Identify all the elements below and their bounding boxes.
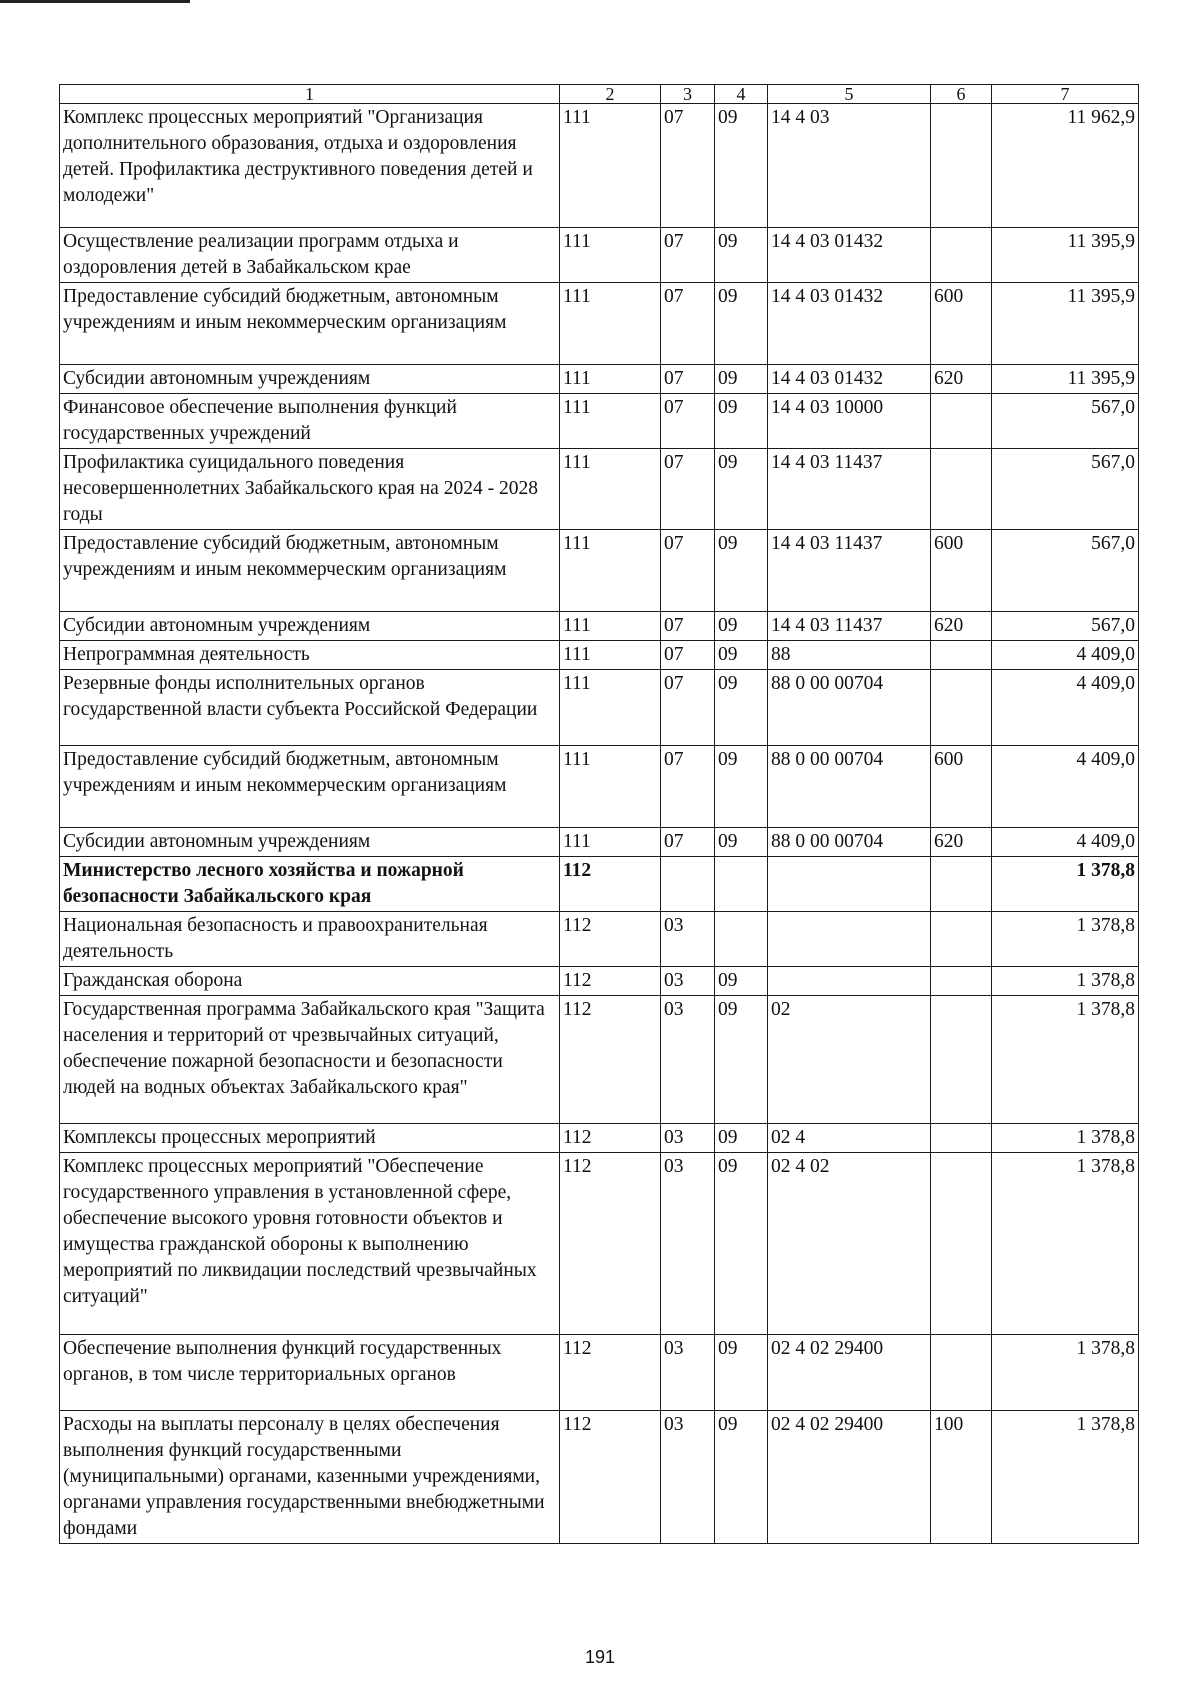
- amount-cell: 1 378,8: [992, 1411, 1139, 1544]
- table-row: [60, 641, 1139, 670]
- code-cell: 112: [560, 996, 661, 1124]
- table-row: [60, 449, 1139, 530]
- amount-cell: 1 378,8: [992, 912, 1139, 967]
- code-cell: [931, 1153, 992, 1335]
- table-row: [60, 746, 1139, 828]
- code-cell: [931, 104, 992, 228]
- code-cell: 09: [715, 228, 768, 283]
- amount-cell: 4 409,0: [992, 641, 1139, 670]
- code-cell: 02 4 02 29400: [768, 1411, 931, 1544]
- header-cell: 6: [931, 85, 992, 104]
- row-name-cell: Предоставление субсидий бюджетным, автономным учреждениям и иным некоммерческим организациям: [60, 530, 560, 612]
- code-cell: 09: [715, 1124, 768, 1153]
- table-row: [60, 857, 1139, 912]
- code-cell: 14 4 03: [768, 104, 931, 228]
- code-cell: 09: [715, 1411, 768, 1544]
- code-cell: 07: [661, 394, 715, 449]
- table-row: [60, 967, 1139, 996]
- row-name-cell: Комплекс процессных мероприятий "Организация дополнительного образования, отдыха и оздоровления детей. Профилактика деструктивного поведения детей и молодежи": [60, 104, 560, 228]
- code-cell: 111: [560, 394, 661, 449]
- code-cell: [931, 967, 992, 996]
- code-cell: 112: [560, 1124, 661, 1153]
- header-cell: 2: [560, 85, 661, 104]
- code-cell: 09: [715, 1335, 768, 1411]
- code-cell: 07: [661, 530, 715, 612]
- code-cell: 600: [931, 283, 992, 365]
- code-cell: [931, 857, 992, 912]
- row-name-cell: Комплексы процессных мероприятий: [60, 1124, 560, 1153]
- code-cell: 600: [931, 746, 992, 828]
- amount-cell: 4 409,0: [992, 746, 1139, 828]
- row-name-cell: Обеспечение выполнения функций государственных органов, в том числе территориальных органов: [60, 1335, 560, 1411]
- top-rule: [0, 0, 190, 3]
- code-cell: 07: [661, 228, 715, 283]
- table-row: [60, 365, 1139, 394]
- code-cell: 112: [560, 1335, 661, 1411]
- code-cell: 112: [560, 967, 661, 996]
- code-cell: 88 0 00 00704: [768, 828, 931, 857]
- code-cell: 09: [715, 530, 768, 612]
- code-cell: 111: [560, 228, 661, 283]
- code-cell: 03: [661, 967, 715, 996]
- code-cell: 09: [715, 365, 768, 394]
- amount-cell: 4 409,0: [992, 670, 1139, 746]
- amount-cell: 1 378,8: [992, 996, 1139, 1124]
- row-name-cell: Осуществление реализации программ отдыха и оздоровления детей в Забайкальском крае: [60, 228, 560, 283]
- code-cell: 14 4 03 11437: [768, 449, 931, 530]
- table-row: [60, 1335, 1139, 1411]
- code-cell: 09: [715, 394, 768, 449]
- code-cell: 02 4 02: [768, 1153, 931, 1335]
- amount-cell: 1 378,8: [992, 1153, 1139, 1335]
- code-cell: 09: [715, 967, 768, 996]
- code-cell: 02: [768, 996, 931, 1124]
- code-cell: 14 4 03 01432: [768, 228, 931, 283]
- row-name-cell: Расходы на выплаты персоналу в целях обеспечения выполнения функций государственными (муниципальными) органами, казенными учреждениями, органами управления государственными внебюджетными фондами: [60, 1411, 560, 1544]
- code-cell: 09: [715, 746, 768, 828]
- code-cell: 09: [715, 641, 768, 670]
- header-cell: 1: [60, 85, 560, 104]
- amount-cell: 11 395,9: [992, 228, 1139, 283]
- code-cell: 07: [661, 104, 715, 228]
- amount-cell: 11 395,9: [992, 365, 1139, 394]
- table-row: [60, 1124, 1139, 1153]
- code-cell: 112: [560, 1153, 661, 1335]
- code-cell: 620: [931, 828, 992, 857]
- code-cell: [931, 449, 992, 530]
- amount-cell: 1 378,8: [992, 967, 1139, 996]
- code-cell: [931, 641, 992, 670]
- row-name-cell: Субсидии автономным учреждениям: [60, 612, 560, 641]
- code-cell: 07: [661, 641, 715, 670]
- code-cell: 09: [715, 996, 768, 1124]
- table-row: [60, 283, 1139, 365]
- row-name-cell: Непрограммная деятельность: [60, 641, 560, 670]
- code-cell: 620: [931, 365, 992, 394]
- amount-cell: 11 395,9: [992, 283, 1139, 365]
- amount-cell: 1 378,8: [992, 1124, 1139, 1153]
- header-cell: 4: [715, 85, 768, 104]
- code-cell: [715, 857, 768, 912]
- row-name-cell: Национальная безопасность и правоохранительная деятельность: [60, 912, 560, 967]
- code-cell: 07: [661, 670, 715, 746]
- code-cell: 111: [560, 365, 661, 394]
- row-name-cell: Резервные фонды исполнительных органов государственной власти субъекта Российской Федерации: [60, 670, 560, 746]
- row-name-cell: Предоставление субсидий бюджетным, автономным учреждениям и иным некоммерческим организациям: [60, 283, 560, 365]
- header-cell: 7: [992, 85, 1139, 104]
- code-cell: 14 4 03 11437: [768, 530, 931, 612]
- code-cell: 111: [560, 104, 661, 228]
- code-cell: 03: [661, 912, 715, 967]
- code-cell: 02 4: [768, 1124, 931, 1153]
- code-cell: 100: [931, 1411, 992, 1544]
- code-cell: 111: [560, 828, 661, 857]
- code-cell: 14 4 03 11437: [768, 612, 931, 641]
- table-row: [60, 394, 1139, 449]
- row-name-cell: Предоставление субсидий бюджетным, автономным учреждениям и иным некоммерческим организациям: [60, 746, 560, 828]
- table-row: [60, 1411, 1139, 1544]
- code-cell: 14 4 03 10000: [768, 394, 931, 449]
- amount-cell: 567,0: [992, 394, 1139, 449]
- code-cell: [768, 857, 931, 912]
- code-cell: [715, 912, 768, 967]
- code-cell: 111: [560, 746, 661, 828]
- code-cell: 88: [768, 641, 931, 670]
- code-cell: [931, 1124, 992, 1153]
- code-cell: [931, 996, 992, 1124]
- amount-cell: 4 409,0: [992, 828, 1139, 857]
- code-cell: 03: [661, 1335, 715, 1411]
- code-cell: 09: [715, 612, 768, 641]
- budget-table: [59, 84, 1139, 1544]
- row-name-cell: Финансовое обеспечение выполнения функций государственных учреждений: [60, 394, 560, 449]
- table-row: [60, 228, 1139, 283]
- code-cell: 09: [715, 104, 768, 228]
- code-cell: 09: [715, 1153, 768, 1335]
- row-name-cell: Министерство лесного хозяйства и пожарной безопасности Забайкальского края: [60, 857, 560, 912]
- row-name-cell: Гражданская оборона: [60, 967, 560, 996]
- row-name-cell: Комплекс процессных мероприятий "Обеспечение государственного управления в установленной сфере, обеспечение высокого уровня готовности объектов и имущества гражданской обороны к выполнению мероприятий по ликвидации последствий чрезвычайных ситуаций": [60, 1153, 560, 1335]
- code-cell: 111: [560, 612, 661, 641]
- table-row: [60, 996, 1139, 1124]
- header-cell: 5: [768, 85, 931, 104]
- code-cell: [931, 912, 992, 967]
- amount-cell: 1 378,8: [992, 1335, 1139, 1411]
- table-row: [60, 670, 1139, 746]
- code-cell: 14 4 03 01432: [768, 365, 931, 394]
- code-cell: 09: [715, 449, 768, 530]
- amount-cell: 567,0: [992, 612, 1139, 641]
- amount-cell: 567,0: [992, 530, 1139, 612]
- table-row: [60, 530, 1139, 612]
- code-cell: 09: [715, 670, 768, 746]
- code-cell: [931, 394, 992, 449]
- code-cell: 07: [661, 828, 715, 857]
- code-cell: 88 0 00 00704: [768, 746, 931, 828]
- code-cell: [661, 857, 715, 912]
- code-cell: 620: [931, 612, 992, 641]
- code-cell: 112: [560, 1411, 661, 1544]
- code-cell: 03: [661, 1411, 715, 1544]
- code-cell: 07: [661, 283, 715, 365]
- code-cell: 111: [560, 530, 661, 612]
- row-name-cell: Субсидии автономным учреждениям: [60, 828, 560, 857]
- code-cell: 07: [661, 365, 715, 394]
- code-cell: 07: [661, 746, 715, 828]
- code-cell: 111: [560, 283, 661, 365]
- code-cell: 07: [661, 449, 715, 530]
- table-row: [60, 912, 1139, 967]
- row-name-cell: Субсидии автономным учреждениям: [60, 365, 560, 394]
- code-cell: [931, 670, 992, 746]
- code-cell: 111: [560, 641, 661, 670]
- amount-cell: 567,0: [992, 449, 1139, 530]
- code-cell: 03: [661, 1153, 715, 1335]
- code-cell: 09: [715, 283, 768, 365]
- page-number: 191: [584, 1647, 616, 1667]
- amount-cell: 1 378,8: [992, 857, 1139, 912]
- code-cell: [931, 228, 992, 283]
- code-cell: 03: [661, 996, 715, 1124]
- code-cell: [931, 1335, 992, 1411]
- code-cell: [768, 967, 931, 996]
- table-row: [60, 104, 1139, 228]
- row-name-cell: Государственная программа Забайкальского края "Защита населения и территорий от чрезвычайных ситуаций, обеспечение пожарной безопасности и безопасности людей на водных объектах Забайкальского края": [60, 996, 560, 1124]
- code-cell: 600: [931, 530, 992, 612]
- code-cell: 112: [560, 912, 661, 967]
- table-row: [60, 1153, 1139, 1335]
- amount-cell: 11 962,9: [992, 104, 1139, 228]
- table-row: [60, 828, 1139, 857]
- header-row: [60, 85, 1139, 104]
- code-cell: 07: [661, 612, 715, 641]
- row-name-cell: Профилактика суицидального поведения несовершеннолетних Забайкальского края на 2024 - 2028 годы: [60, 449, 560, 530]
- code-cell: 111: [560, 670, 661, 746]
- code-cell: 14 4 03 01432: [768, 283, 931, 365]
- code-cell: 112: [560, 857, 661, 912]
- code-cell: 111: [560, 449, 661, 530]
- code-cell: 03: [661, 1124, 715, 1153]
- code-cell: 02 4 02 29400: [768, 1335, 931, 1411]
- code-cell: [768, 912, 931, 967]
- code-cell: 09: [715, 828, 768, 857]
- header-cell: 3: [661, 85, 715, 104]
- code-cell: 88 0 00 00704: [768, 670, 931, 746]
- table-row: [60, 612, 1139, 641]
